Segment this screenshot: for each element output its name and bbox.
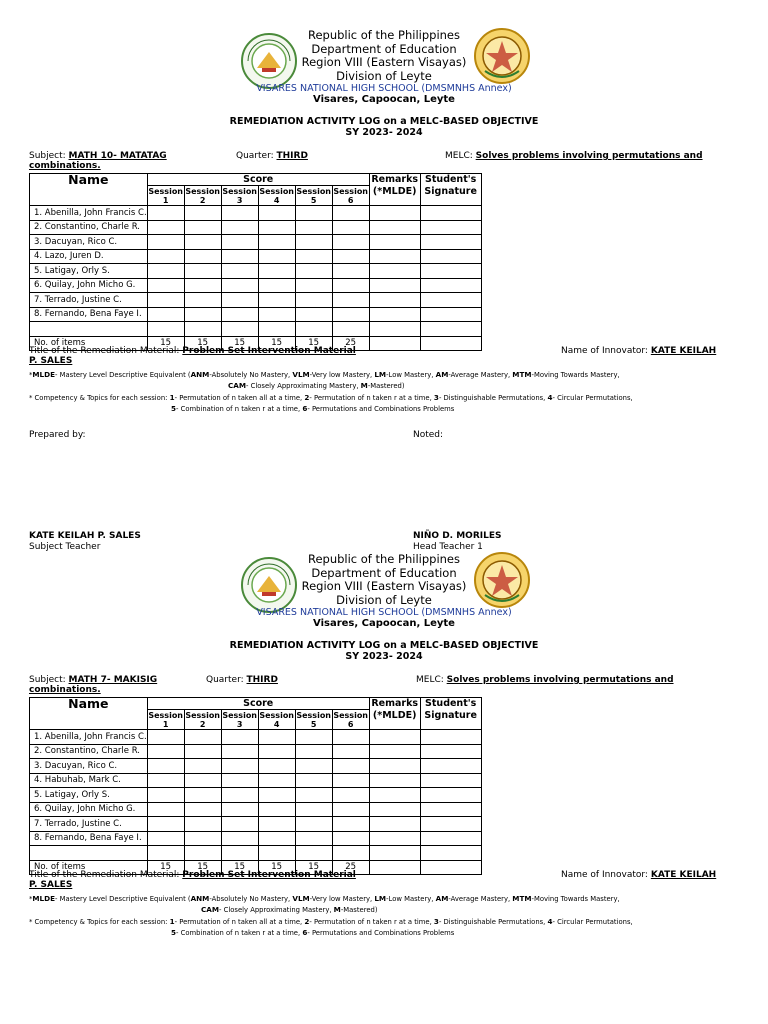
- session-6-header: Session 6: [333, 186, 369, 205]
- score-cell[interactable]: [147, 817, 184, 832]
- score-cell[interactable]: [332, 846, 369, 861]
- letterhead: [0, 551, 768, 631]
- innovator-field: Name of Innovator: KATE KEILAH: [561, 870, 717, 880]
- item-count: 25: [332, 860, 369, 875]
- score-cell[interactable]: [184, 278, 221, 293]
- score-cell[interactable]: [147, 307, 184, 322]
- table-row: [30, 264, 482, 279]
- item-count: 15: [184, 860, 221, 875]
- score-cell[interactable]: [332, 744, 369, 759]
- school-address: Visares, Capoocan, Leyte: [313, 618, 455, 629]
- score-cell[interactable]: [332, 264, 369, 279]
- score-cell[interactable]: [258, 293, 295, 308]
- item-count: 15: [295, 860, 332, 875]
- blank-cell[interactable]: [30, 846, 148, 861]
- remediation-table: [29, 173, 482, 351]
- score-cell[interactable]: [332, 220, 369, 235]
- score-cell[interactable]: [295, 235, 332, 250]
- score-cell[interactable]: [295, 264, 332, 279]
- score-cell[interactable]: [295, 802, 332, 817]
- score-cell[interactable]: [295, 249, 332, 264]
- score-cell[interactable]: [332, 293, 369, 308]
- session-1-header: Session 1: [148, 186, 184, 205]
- score-cell[interactable]: [332, 278, 369, 293]
- score-cell[interactable]: [295, 759, 332, 774]
- remarks-header: Remarks (*MLDE): [369, 174, 420, 206]
- score-cell[interactable]: [258, 831, 295, 846]
- score-cell[interactable]: [369, 293, 420, 308]
- item-count: 15: [147, 336, 184, 351]
- melc-field: MELC: Solves problems involving permutations and: [445, 151, 703, 161]
- table-row: [30, 730, 482, 745]
- table-row: [30, 322, 482, 337]
- form-title: REMEDIATION ACTIVITY LOG on a MELC-BASED OBJECTIVE: [229, 116, 539, 127]
- score-cell[interactable]: [258, 264, 295, 279]
- score-cell[interactable]: [184, 249, 221, 264]
- student-name: 6. Quilay, John Micho G.: [30, 802, 148, 817]
- score-cell[interactable]: [221, 846, 258, 861]
- score-cell[interactable]: [369, 846, 420, 861]
- score-cell[interactable]: [221, 759, 258, 774]
- item-count: 15: [295, 336, 332, 351]
- mlde-legend-2: CAM- Closely Approximating Mastery, M-Mastered): [201, 905, 378, 914]
- session-2-header: Session 2: [185, 710, 221, 729]
- table-row: [30, 220, 482, 235]
- student-name: 7. Terrado, Justine C.: [30, 293, 148, 308]
- table-row: [30, 817, 482, 832]
- score-header: Score: [147, 174, 369, 186]
- score-cell[interactable]: [221, 831, 258, 846]
- remarks-header: Remarks (*MLDE): [369, 698, 420, 730]
- score-cell[interactable]: [369, 802, 420, 817]
- school-year: SY 2023- 2024: [345, 127, 423, 138]
- score-cell[interactable]: [332, 802, 369, 817]
- score-cell[interactable]: [369, 744, 420, 759]
- score-cell[interactable]: [332, 788, 369, 803]
- score-cell[interactable]: [369, 831, 420, 846]
- score-cell[interactable]: [420, 817, 481, 832]
- score-cell[interactable]: [184, 220, 221, 235]
- score-cell[interactable]: [258, 307, 295, 322]
- session-5-header: Session 5: [296, 186, 332, 205]
- score-cell[interactable]: [420, 249, 481, 264]
- score-cell[interactable]: [420, 846, 481, 861]
- score-cell[interactable]: [420, 744, 481, 759]
- student-name: 3. Dacuyan, Rico C.: [30, 235, 148, 250]
- session-4-header: Session 4: [259, 186, 295, 205]
- score-cell[interactable]: [369, 206, 420, 221]
- score-cell[interactable]: [221, 802, 258, 817]
- item-count: 15: [221, 860, 258, 875]
- student-name: 8. Fernando, Bena Faye I.: [30, 307, 148, 322]
- header-line-3: Region VIII (Eastern Visayas): [301, 55, 467, 69]
- score-cell[interactable]: [147, 322, 184, 337]
- score-cell[interactable]: [221, 235, 258, 250]
- score-cell[interactable]: [184, 307, 221, 322]
- score-cell[interactable]: [369, 730, 420, 745]
- score-cell[interactable]: [258, 759, 295, 774]
- score-cell[interactable]: [295, 831, 332, 846]
- score-cell[interactable]: [332, 307, 369, 322]
- score-cell[interactable]: [420, 307, 481, 322]
- score-cell[interactable]: [147, 744, 184, 759]
- score-cell[interactable]: [184, 235, 221, 250]
- signature-header: Student's Signature: [420, 174, 481, 206]
- letterhead: [0, 27, 768, 107]
- student-name: 1. Abenilla, John Francis C.: [30, 730, 148, 745]
- score-cell[interactable]: [332, 249, 369, 264]
- item-count: 15: [258, 336, 295, 351]
- table-row: [30, 759, 482, 774]
- score-cell[interactable]: [184, 802, 221, 817]
- innovator-continuation: P. SALES: [29, 356, 73, 366]
- score-cell[interactable]: [147, 264, 184, 279]
- table-row: [30, 293, 482, 308]
- session-5-header: Session 5: [296, 710, 332, 729]
- item-count: 25: [332, 336, 369, 351]
- score-cell[interactable]: [221, 817, 258, 832]
- no-items-label: No. of items: [30, 860, 148, 875]
- score-cell[interactable]: [147, 278, 184, 293]
- score-cell[interactable]: [147, 846, 184, 861]
- score-cell[interactable]: [369, 264, 420, 279]
- subject-field: Subject: MATH 10- MATATAG: [29, 151, 167, 161]
- school-name: VISARES NATIONAL HIGH SCHOOL (DMSMNHS Annex): [256, 83, 512, 94]
- score-cell[interactable]: [295, 846, 332, 861]
- topics-legend: * Competency & Topics for each session: 1- Permutation of n taken all at a time, 2- Permutation of n taken r at a time, 3- Distinguishable Permutations, 4- Circular Permutations,: [29, 917, 633, 926]
- score-cell[interactable]: [420, 730, 481, 745]
- mlde-legend: *MLDE- Mastery Level Descriptive Equivalent (ANM-Absolutely No Mastery, VLM-Very low Mastery, LM-Low Mastery, AM-Average Mastery, MTM-Moving Towards Mastery,: [29, 894, 620, 903]
- melc-continuation: combinations.: [29, 161, 101, 171]
- name-header: Name: [30, 698, 148, 730]
- student-name: 7. Terrado, Justine C.: [30, 817, 148, 832]
- score-cell[interactable]: [369, 307, 420, 322]
- student-name: 4. Lazo, Juren D.: [30, 249, 148, 264]
- student-name: 4. Habuhab, Mark C.: [30, 773, 148, 788]
- prepared-by-label: Prepared by:: [29, 430, 86, 440]
- score-cell[interactable]: [420, 831, 481, 846]
- session-3-header: Session 3: [222, 186, 258, 205]
- melc-continuation: combinations.: [29, 685, 101, 695]
- score-cell[interactable]: [369, 249, 420, 264]
- item-count: 15: [184, 336, 221, 351]
- remarks-cell: [369, 336, 420, 351]
- score-cell[interactable]: [295, 278, 332, 293]
- score-cell[interactable]: [258, 322, 295, 337]
- score-cell[interactable]: [295, 293, 332, 308]
- header-line-2: Department of Education: [311, 565, 457, 580]
- score-cell[interactable]: [147, 249, 184, 264]
- prepared-name: KATE KEILAH P. SALES: [29, 531, 141, 541]
- score-cell[interactable]: [258, 730, 295, 745]
- score-cell[interactable]: [369, 278, 420, 293]
- student-name: 8. Fernando, Bena Faye I.: [30, 831, 148, 846]
- score-cell[interactable]: [184, 817, 221, 832]
- score-cell[interactable]: [147, 206, 184, 221]
- score-cell[interactable]: [221, 278, 258, 293]
- score-cell[interactable]: [221, 206, 258, 221]
- score-cell[interactable]: [295, 307, 332, 322]
- score-cell[interactable]: [258, 817, 295, 832]
- score-cell[interactable]: [258, 744, 295, 759]
- score-cell[interactable]: [184, 773, 221, 788]
- score-cell[interactable]: [420, 322, 481, 337]
- score-cell[interactable]: [295, 773, 332, 788]
- item-count: 15: [147, 860, 184, 875]
- quarter-field: Quarter: THIRD: [206, 675, 278, 685]
- score-cell[interactable]: [221, 322, 258, 337]
- score-cell[interactable]: [332, 730, 369, 745]
- score-cell[interactable]: [332, 759, 369, 774]
- noted-role: Head Teacher 1: [413, 542, 483, 552]
- name-header: Name: [30, 174, 148, 206]
- score-cell[interactable]: [420, 802, 481, 817]
- score-cell[interactable]: [184, 206, 221, 221]
- signature-cell: [420, 336, 481, 351]
- score-cell[interactable]: [258, 235, 295, 250]
- blank-cell[interactable]: [30, 322, 148, 337]
- score-cell[interactable]: [184, 831, 221, 846]
- score-cell[interactable]: [332, 322, 369, 337]
- score-cell[interactable]: [258, 220, 295, 235]
- subject-field: Subject: MATH 7- MAKISIG: [29, 675, 158, 685]
- score-cell[interactable]: [258, 802, 295, 817]
- score-cell[interactable]: [295, 817, 332, 832]
- score-cell[interactable]: [147, 235, 184, 250]
- mlde-legend-2: CAM- Closely Approximating Mastery, M-Mastered): [228, 381, 405, 390]
- session-2-header: Session 2: [185, 186, 221, 205]
- table-row: [30, 846, 482, 861]
- score-cell[interactable]: [295, 206, 332, 221]
- score-cell[interactable]: [147, 759, 184, 774]
- score-cell[interactable]: [184, 744, 221, 759]
- school-address: Visares, Capoocan, Leyte: [313, 94, 455, 105]
- student-name: 2. Constantino, Charle R.: [30, 220, 148, 235]
- topics-legend-2: 5- Combination of n taken r at a time, 6- Permutations and Combinations Problems: [171, 404, 455, 413]
- score-cell[interactable]: [184, 730, 221, 745]
- score-cell[interactable]: [147, 730, 184, 745]
- score-cell[interactable]: [147, 802, 184, 817]
- score-cell[interactable]: [258, 773, 295, 788]
- score-cell[interactable]: [295, 744, 332, 759]
- session-3-header: Session 3: [222, 710, 258, 729]
- score-cell[interactable]: [221, 788, 258, 803]
- score-cell[interactable]: [221, 220, 258, 235]
- score-cell[interactable]: [369, 773, 420, 788]
- school-name: VISARES NATIONAL HIGH SCHOOL (DMSMNHS Annex): [256, 607, 512, 618]
- score-cell[interactable]: [147, 831, 184, 846]
- session-6-header: Session 6: [333, 710, 369, 729]
- innovator-continuation: P. SALES: [29, 880, 73, 890]
- table-row: [30, 206, 482, 221]
- form-title: REMEDIATION ACTIVITY LOG on a MELC-BASED OBJECTIVE: [229, 640, 539, 651]
- header-line-4: Division of Leyte: [336, 592, 432, 607]
- mlde-legend: *MLDE- Mastery Level Descriptive Equivalent (ANM-Absolutely No Mastery, VLM-Very low Mastery, LM-Low Mastery, AM-Average Mastery, MTM-Moving Towards Mastery,: [29, 370, 620, 379]
- innovator-field: Name of Innovator: KATE KEILAH: [561, 346, 717, 356]
- score-cell[interactable]: [420, 773, 481, 788]
- score-cell[interactable]: [258, 846, 295, 861]
- table-row: [30, 744, 482, 759]
- topics-legend-2: 5- Combination of n taken r at a time, 6- Permutations and Combinations Problems: [171, 928, 455, 937]
- score-cell[interactable]: [221, 293, 258, 308]
- score-cell[interactable]: [369, 817, 420, 832]
- score-cell[interactable]: [221, 744, 258, 759]
- table-row: [30, 802, 482, 817]
- table-row: [30, 773, 482, 788]
- score-cell[interactable]: [369, 759, 420, 774]
- score-cell[interactable]: [258, 249, 295, 264]
- header-line-1: Republic of the Philippines: [307, 28, 461, 42]
- material-field: Title of the Remediation Material: Problem Set Intervention Material: [29, 346, 356, 356]
- student-name: 5. Latigay, Orly S.: [30, 788, 148, 803]
- quarter-field: Quarter: THIRD: [236, 151, 308, 161]
- table-row: [30, 307, 482, 322]
- score-cell[interactable]: [221, 307, 258, 322]
- score-cell[interactable]: [332, 235, 369, 250]
- score-cell[interactable]: [184, 846, 221, 861]
- score-cell[interactable]: [258, 278, 295, 293]
- score-cell[interactable]: [369, 235, 420, 250]
- table-row: [30, 278, 482, 293]
- score-cell[interactable]: [420, 759, 481, 774]
- student-name: 3. Dacuyan, Rico C.: [30, 759, 148, 774]
- signature-cell: [420, 860, 481, 875]
- remediation-table: [29, 697, 482, 875]
- header-line-1: Republic of the Philippines: [307, 552, 461, 566]
- score-cell[interactable]: [369, 322, 420, 337]
- noted-label: Noted:: [413, 430, 444, 440]
- score-cell[interactable]: [420, 235, 481, 250]
- no-items-label: No. of items: [30, 336, 148, 351]
- session-4-header: Session 4: [259, 710, 295, 729]
- score-cell[interactable]: [332, 206, 369, 221]
- signature-header: Student's Signature: [420, 698, 481, 730]
- melc-field: MELC: Solves problems involving permutations and: [416, 675, 674, 685]
- score-cell[interactable]: [184, 322, 221, 337]
- score-cell[interactable]: [184, 293, 221, 308]
- header-line-3: Region VIII (Eastern Visayas): [301, 579, 467, 593]
- score-cell[interactable]: [295, 788, 332, 803]
- student-name: 2. Constantino, Charle R.: [30, 744, 148, 759]
- score-cell[interactable]: [258, 788, 295, 803]
- score-cell[interactable]: [420, 788, 481, 803]
- remarks-cell: [369, 860, 420, 875]
- item-count: 15: [258, 860, 295, 875]
- student-name: 1. Abenilla, John Francis C.: [30, 206, 148, 221]
- score-cell[interactable]: [369, 788, 420, 803]
- prepared-role: Subject Teacher: [29, 542, 101, 552]
- score-cell[interactable]: [147, 788, 184, 803]
- score-header: Score: [147, 698, 369, 710]
- table-row: [30, 788, 482, 803]
- table-row: [30, 831, 482, 846]
- score-cell[interactable]: [184, 264, 221, 279]
- score-cell[interactable]: [221, 249, 258, 264]
- score-cell[interactable]: [420, 220, 481, 235]
- score-cell[interactable]: [184, 788, 221, 803]
- header-line-4: Division of Leyte: [336, 68, 432, 83]
- score-cell[interactable]: [420, 278, 481, 293]
- score-cell[interactable]: [147, 293, 184, 308]
- score-cell[interactable]: [295, 220, 332, 235]
- noted-name: NIÑO D. MORILES: [413, 531, 502, 541]
- score-cell[interactable]: [332, 773, 369, 788]
- school-year: SY 2023- 2024: [345, 651, 423, 662]
- score-cell[interactable]: [420, 264, 481, 279]
- score-cell[interactable]: [147, 773, 184, 788]
- score-cell[interactable]: [221, 773, 258, 788]
- score-cell[interactable]: [369, 220, 420, 235]
- score-cell[interactable]: [147, 220, 184, 235]
- session-1-header: Session 1: [148, 710, 184, 729]
- topics-legend: * Competency & Topics for each session: 1- Permutation of n taken all at a time, 2- Permutation of n taken r at a time, 3- Distinguishable Permutations, 4- Circular Permutations,: [29, 393, 633, 402]
- material-field: Title of the Remediation Material: Problem Set Intervention Material: [29, 870, 356, 880]
- score-cell[interactable]: [221, 730, 258, 745]
- student-name: 6. Quilay, John Micho G.: [30, 278, 148, 293]
- item-count: 15: [221, 336, 258, 351]
- score-cell[interactable]: [221, 264, 258, 279]
- score-cell[interactable]: [295, 322, 332, 337]
- header-line-2: Department of Education: [311, 41, 457, 56]
- score-cell[interactable]: [332, 831, 369, 846]
- student-name: 5. Latigay, Orly S.: [30, 264, 148, 279]
- table-row: [30, 249, 482, 264]
- score-cell[interactable]: [258, 206, 295, 221]
- score-cell[interactable]: [332, 817, 369, 832]
- score-cell[interactable]: [420, 293, 481, 308]
- table-row: [30, 235, 482, 250]
- score-cell[interactable]: [184, 759, 221, 774]
- score-cell[interactable]: [420, 206, 481, 221]
- score-cell[interactable]: [295, 730, 332, 745]
